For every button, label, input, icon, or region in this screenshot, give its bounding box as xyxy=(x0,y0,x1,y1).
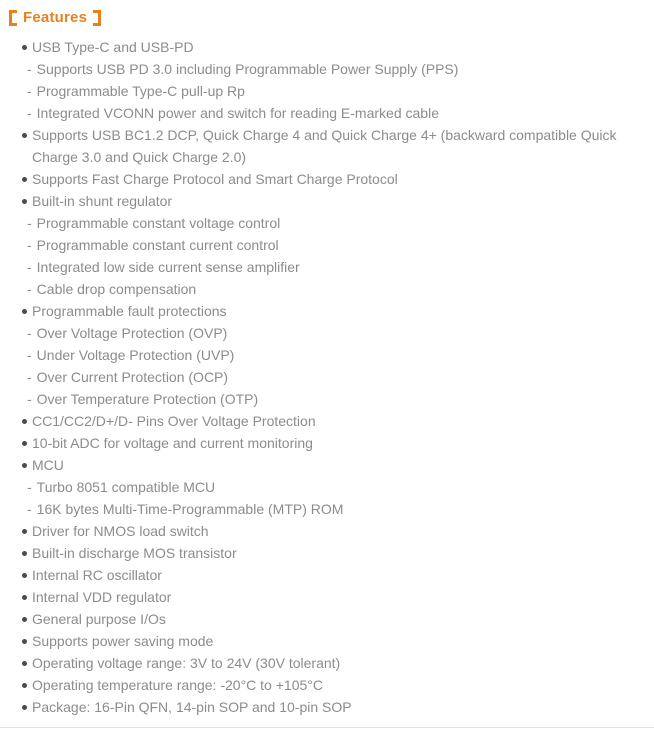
feature-text: Cable drop compensation xyxy=(36,281,197,297)
feature-subitem xyxy=(0,476,628,498)
dash-icon: - xyxy=(27,61,32,77)
dash-icon: - xyxy=(27,347,32,363)
feature-text: Programmable constant voltage control xyxy=(36,215,281,231)
bullet-icon xyxy=(22,595,27,600)
dash-icon: - xyxy=(27,83,32,99)
feature-text: Over Temperature Protection (OTP) xyxy=(36,391,259,407)
feature-text: Integrated low side current sense amplifier xyxy=(36,259,300,275)
feature-item xyxy=(0,432,628,454)
left-lenticular-bracket-icon xyxy=(9,10,17,26)
feature-text: Built-in shunt regulator xyxy=(32,193,173,209)
feature-item xyxy=(0,300,628,322)
feature-text: General purpose I/Os xyxy=(32,611,166,627)
bullet-icon xyxy=(22,639,27,644)
feature-subitem xyxy=(0,344,628,366)
feature-text: Internal VDD regulator xyxy=(32,589,172,605)
feature-subitem xyxy=(0,58,628,80)
feature-text: Internal RC oscillator xyxy=(32,567,162,583)
feature-item xyxy=(0,652,628,674)
feature-subitem xyxy=(0,278,628,300)
bullet-icon xyxy=(22,133,27,138)
feature-text: Package: 16-Pin QFN, 14-pin SOP and 10-pin SOP xyxy=(32,699,352,715)
feature-item xyxy=(0,190,628,212)
feature-text: Supports USB PD 3.0 including Programmable Power Supply (PPS) xyxy=(36,61,459,77)
feature-item xyxy=(0,520,628,542)
feature-text: Programmable fault protections xyxy=(32,303,227,319)
bullet-icon xyxy=(22,661,27,666)
feature-text: Programmable Type-C pull-up Rp xyxy=(36,83,245,99)
feature-text: Supports Fast Charge Protocol and Smart Charge Protocol xyxy=(32,171,398,187)
section-divider xyxy=(0,727,654,728)
feature-text: Driver for NMOS load switch xyxy=(32,523,209,539)
feature-text: Integrated VCONN power and switch for reading E-marked cable xyxy=(36,105,439,121)
feature-text: Turbo 8051 compatible MCU xyxy=(36,479,216,495)
feature-item xyxy=(0,542,628,564)
dash-icon: - xyxy=(27,259,32,275)
feature-subitem xyxy=(0,256,628,278)
dash-icon: - xyxy=(27,237,32,253)
feature-text: USB Type-C and USB-PD xyxy=(32,39,194,55)
feature-subitem xyxy=(0,102,628,124)
bullet-icon xyxy=(22,463,27,468)
feature-item xyxy=(0,36,628,58)
dash-icon: - xyxy=(27,325,32,341)
feature-text: Supports power saving mode xyxy=(32,633,214,649)
feature-text: Over Current Protection (OCP) xyxy=(36,369,229,385)
section-header xyxy=(9,8,654,28)
feature-text: 10-bit ADC for voltage and current monitoring xyxy=(32,435,313,451)
feature-subitem xyxy=(0,234,628,256)
feature-text: Programmable constant current control xyxy=(36,237,279,253)
feature-text: Over Voltage Protection (OVP) xyxy=(36,325,228,341)
bullet-icon xyxy=(22,573,27,578)
dash-icon: - xyxy=(27,215,32,231)
bullet-icon xyxy=(22,441,27,446)
feature-text: Built-in discharge MOS transistor xyxy=(32,545,237,561)
feature-item xyxy=(0,564,628,586)
feature-item xyxy=(0,608,628,630)
dash-icon: - xyxy=(27,105,32,121)
feature-item xyxy=(0,586,628,608)
feature-item xyxy=(0,124,628,168)
bullet-icon xyxy=(22,683,27,688)
features-list xyxy=(0,36,654,718)
bullet-icon xyxy=(22,705,27,710)
feature-item xyxy=(0,454,628,476)
dash-icon: - xyxy=(27,501,32,517)
bullet-icon xyxy=(22,177,27,182)
right-lenticular-bracket-icon xyxy=(93,10,101,26)
bullet-icon xyxy=(22,309,27,314)
feature-subitem xyxy=(0,80,628,102)
feature-subitem xyxy=(0,322,628,344)
dash-icon: - xyxy=(27,369,32,385)
bullet-icon xyxy=(22,617,27,622)
feature-subitem xyxy=(0,498,628,520)
feature-subitem xyxy=(0,388,628,410)
feature-text: CC1/CC2/D+/D- Pins Over Voltage Protection xyxy=(32,413,316,429)
dash-icon: - xyxy=(27,391,32,407)
feature-item xyxy=(0,674,628,696)
feature-item xyxy=(0,168,628,190)
feature-text: 16K bytes Multi-Time-Programmable (MTP) ROM xyxy=(36,501,344,517)
feature-text: MCU xyxy=(32,457,64,473)
feature-text: Supports USB BC1.2 DCP, Quick Charge 4 and Quick Charge 4+ (backward compatible Quick Charge 3.0 and Quick Charge 2.0) xyxy=(32,127,617,165)
bullet-icon xyxy=(22,419,27,424)
feature-subitem xyxy=(0,212,628,234)
bullet-icon xyxy=(22,529,27,534)
bullet-icon xyxy=(22,45,27,50)
dash-icon: - xyxy=(27,479,32,495)
bullet-icon xyxy=(22,551,27,556)
dash-icon: - xyxy=(27,281,32,297)
feature-subitem xyxy=(0,366,628,388)
feature-text: Under Voltage Protection (UVP) xyxy=(36,347,235,363)
feature-text: Operating voltage range: 3V to 24V (30V tolerant) xyxy=(32,655,341,671)
bullet-icon xyxy=(22,199,27,204)
feature-item xyxy=(0,410,628,432)
section-title: Features xyxy=(23,9,88,26)
feature-text: Operating temperature range: -20°C to +105°C xyxy=(32,677,323,693)
feature-item xyxy=(0,630,628,652)
feature-item xyxy=(0,696,628,718)
